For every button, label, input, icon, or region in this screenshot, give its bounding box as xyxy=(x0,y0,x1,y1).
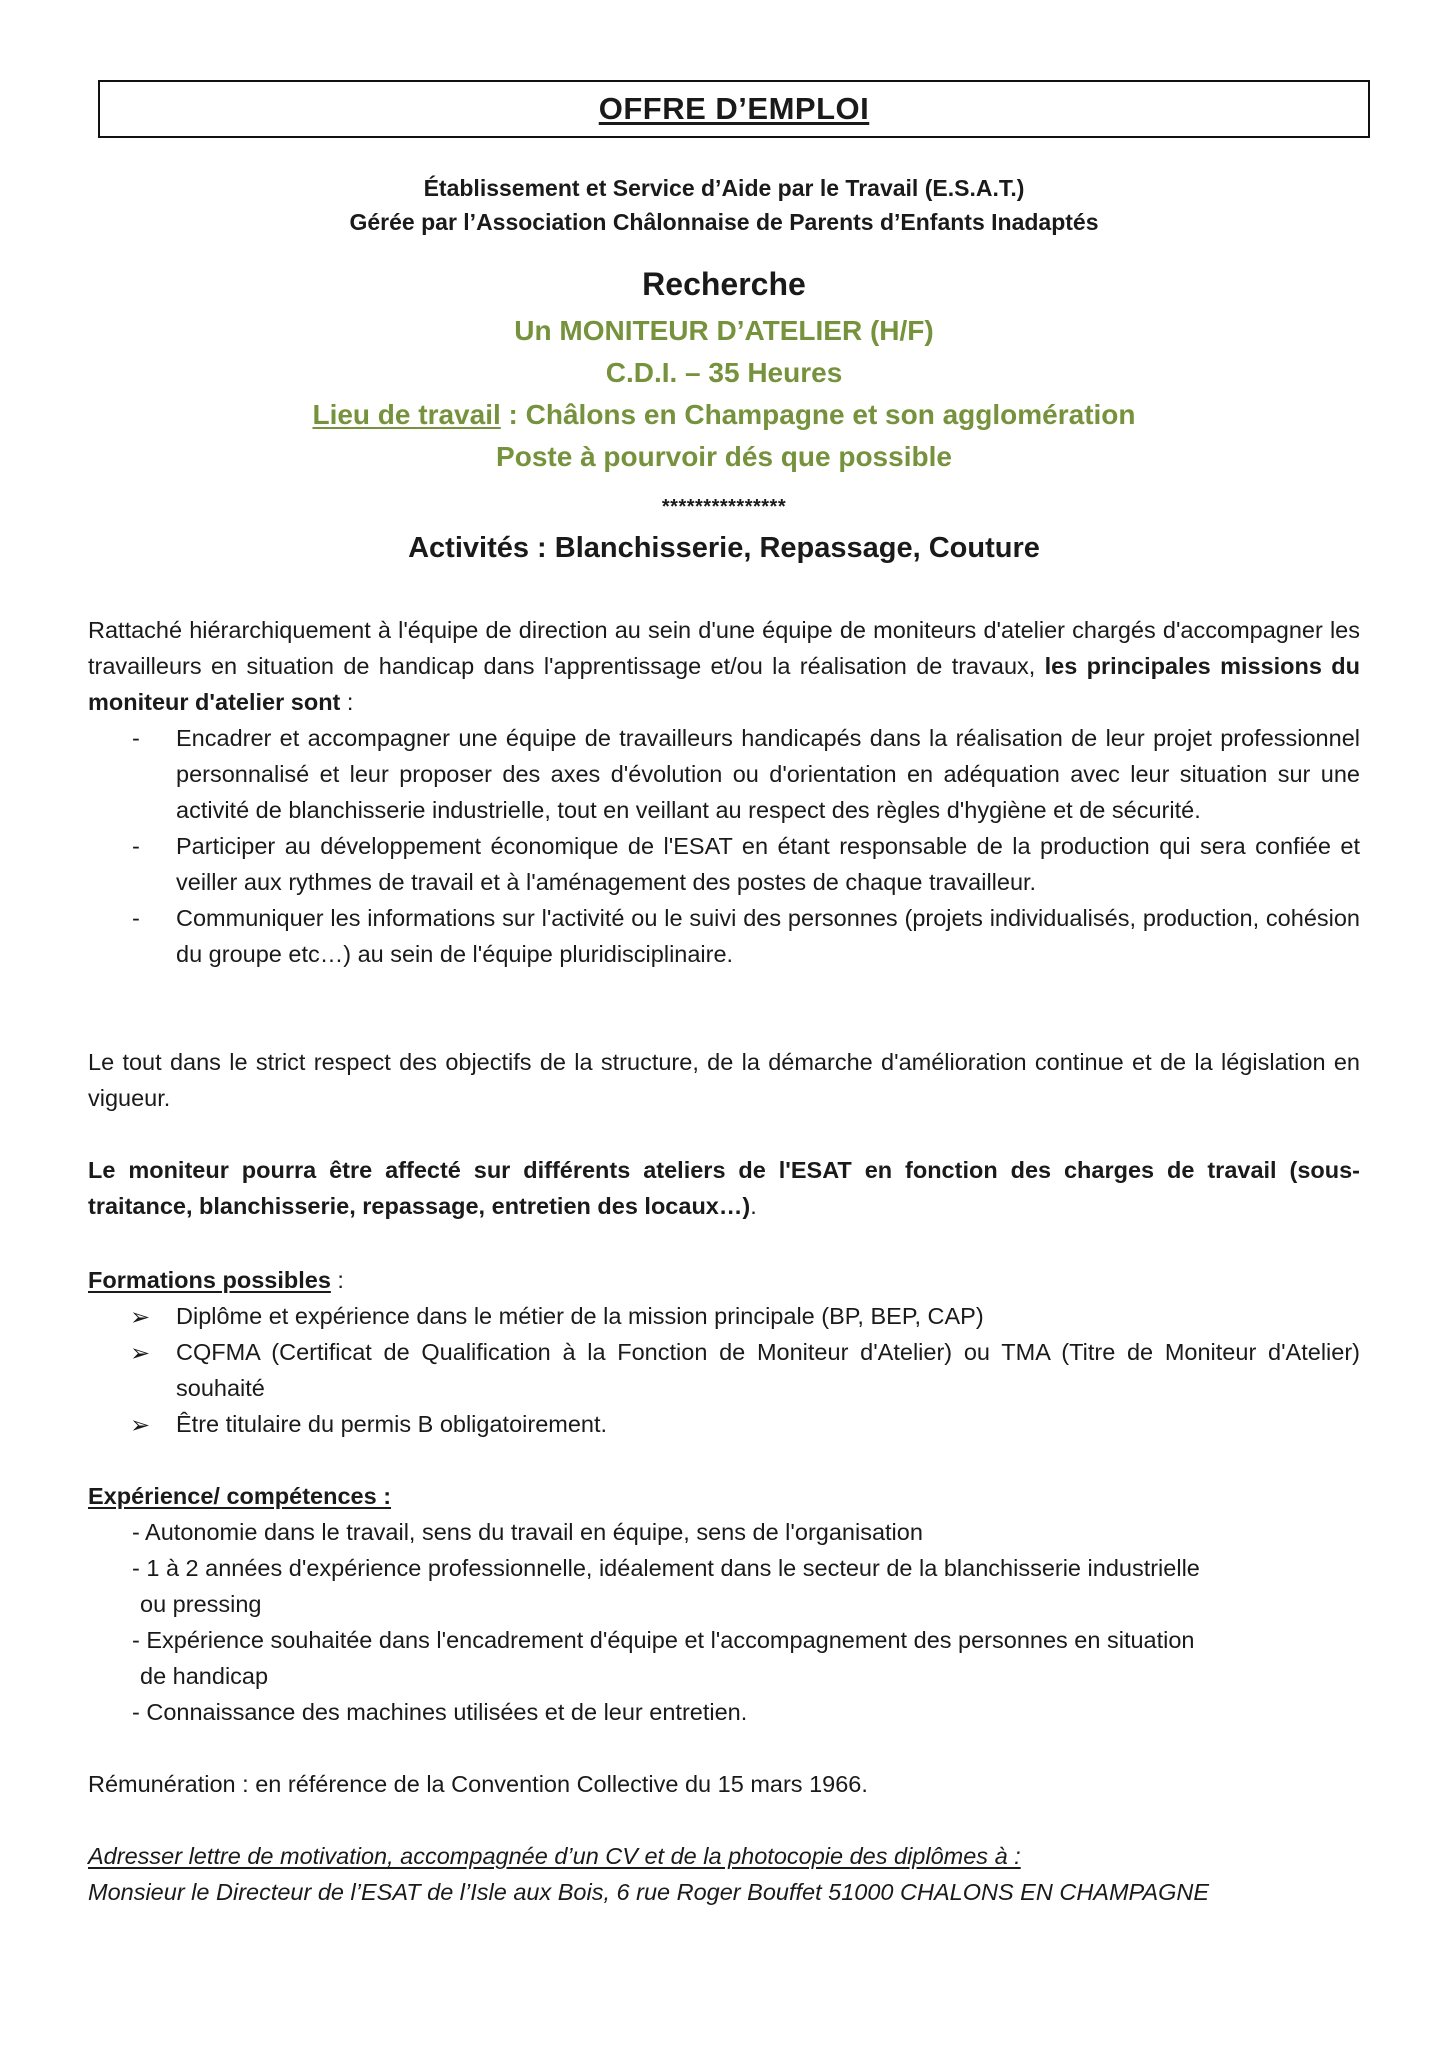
assignment-tail: . xyxy=(750,1193,757,1219)
list-item xyxy=(88,1622,1360,1694)
intro-text: Rattaché hiérarchiquement à l'équipe de direction au sein d'une équipe de moniteurs d'atelier chargés d'accompagner les travailleurs en situation de handicap dans l'apprentissage et/ou la réalisation de travaux, xyxy=(88,617,1360,679)
separator-stars: *************** xyxy=(661,496,787,518)
org-line-2: Gérée par l’Association Châlonnaise de Parents d’Enfants Inadaptés xyxy=(349,209,1099,235)
experience-text: Autonomie dans le travail, sens du travail en équipe, sens de l'organisation xyxy=(139,1519,923,1545)
experience-text-cont: ou pressing xyxy=(140,1591,262,1617)
arrow-bullet-icon: ➢ xyxy=(130,1304,151,1331)
mission-text: Communiquer les informations sur l'activité ou le suivi des personnes (projets individualisés, production, cohésion du groupe etc…) au sein de l'équipe pluridisciplinaire. xyxy=(176,905,1360,967)
contact-instruction: Adresser lettre de motivation, accompagnée d’un CV et de la photocopie des diplômes à : xyxy=(88,1843,1021,1869)
contract-type: C.D.I. – 35 Heures xyxy=(605,357,843,388)
intro-section xyxy=(88,612,1360,972)
location-label: Lieu de travail xyxy=(312,399,501,430)
experience-heading: Expérience/ compétences : xyxy=(88,1483,392,1509)
list-item xyxy=(88,1406,1360,1442)
contact-address: Monsieur le Directeur de l’ESAT de l’Isle aux Bois, 6 rue Roger Bouffet 51000 CHALONS EN CHAMPAGNE xyxy=(88,1879,1210,1905)
list-item xyxy=(88,900,1360,972)
org-line-1: Établissement et Service d’Aide par le Travail (E.S.A.T.) xyxy=(423,175,1025,201)
activities: Activités : Blanchisserie, Repassage, Couture xyxy=(408,532,1040,564)
dash-marker: - xyxy=(132,725,140,751)
dash-marker: - xyxy=(132,1555,140,1581)
list-item xyxy=(88,1514,1360,1550)
title-box xyxy=(98,80,1370,138)
compliance-paragraph xyxy=(88,1044,1360,1116)
missions-list xyxy=(88,720,1360,972)
dash-marker: - xyxy=(132,833,140,859)
formations-section xyxy=(88,1262,1360,1442)
experience-section xyxy=(88,1478,1360,1730)
list-item xyxy=(88,1550,1360,1622)
contact-section xyxy=(88,1838,1360,1910)
dash-marker: - xyxy=(132,1627,140,1653)
assignment-text xyxy=(88,1152,1360,1224)
assignment-paragraph xyxy=(88,1152,1360,1224)
formations-list xyxy=(88,1298,1360,1442)
intro-paragraph xyxy=(88,612,1360,720)
dash-marker: - xyxy=(132,1519,140,1545)
remuneration-paragraph xyxy=(88,1766,1360,1802)
formations-heading xyxy=(88,1262,1360,1298)
intro-bold: les principales missions du moniteur d'atelier sont xyxy=(88,653,1360,715)
experience-text: Connaissance des machines utilisées et de leur entretien. xyxy=(139,1699,748,1725)
mission-text: Participer au développement économique de l'ESAT en étant responsable de la production qui sera confiée et veiller aux rythmes de travail et à l'aménagement des postes de chaque travailleur. xyxy=(176,833,1360,895)
compliance-text: Le tout dans le strict respect des objectifs de la structure, de la démarche d'amélioration continue et de la législation en vigueur. xyxy=(88,1049,1360,1111)
experience-text: Expérience souhaitée dans l'encadrement d'équipe et l'accompagnement des personnes en situation xyxy=(139,1627,1195,1653)
formations-heading-text: Formations possibles xyxy=(88,1267,331,1293)
intro-tail: : xyxy=(340,689,354,715)
formations-heading-tail: : xyxy=(330,1267,344,1293)
formation-text: Diplôme et expérience dans le métier de la mission principale (BP, BEP, CAP) xyxy=(176,1303,984,1329)
experience-list xyxy=(88,1514,1360,1730)
work-location xyxy=(0,394,1448,436)
formation-text: CQFMA (Certificat de Qualification à la Fonction de Moniteur d'Atelier) ou TMA (Titre de Moniteur d'Atelier) souhaité xyxy=(176,1339,1360,1401)
search-label: Recherche xyxy=(642,266,806,302)
dash-marker: - xyxy=(132,905,140,931)
experience-text-cont: de handicap xyxy=(140,1663,269,1689)
experience-text: 1 à 2 années d'expérience professionnelle, idéalement dans le secteur de la blanchisserie industrielle xyxy=(139,1555,1200,1581)
list-item xyxy=(88,720,1360,828)
location-value: Châlons en Champagne et son agglomération xyxy=(525,399,1136,430)
page-title: OFFRE D’EMPLOI xyxy=(598,91,870,126)
assignment-bold: Le moniteur pourra être affecté sur différents ateliers de l'ESAT en fonction des charges de travail (sous-traitance, blanchisserie, repassage, entretien des locaux…) xyxy=(88,1157,1360,1219)
mission-text: Encadrer et accompagner une équipe de travailleurs handicapés dans la réalisation de leur projet professionnel personnalisé et leur proposer des axes d'évolution ou d'orientation en adéquation avec leur situation sur une activité de blanchisserie industrielle, tout en veillant au respect des règles d'hygiène et de sécurité. xyxy=(176,725,1360,823)
list-item xyxy=(88,1694,1360,1730)
dash-marker: - xyxy=(132,1699,140,1725)
availability: Poste à pourvoir dés que possible xyxy=(496,441,952,472)
list-item xyxy=(88,828,1360,900)
formation-text: Être titulaire du permis B obligatoirement. xyxy=(176,1411,608,1437)
arrow-bullet-icon: ➢ xyxy=(130,1340,151,1367)
job-title: Un MONITEUR D’ATELIER (H/F) xyxy=(514,315,934,346)
list-item xyxy=(88,1298,1360,1334)
arrow-bullet-icon: ➢ xyxy=(130,1412,151,1439)
list-item xyxy=(88,1334,1360,1406)
remuneration-text: Rémunération : en référence de la Convention Collective du 15 mars 1966. xyxy=(88,1771,868,1797)
location-separator: : xyxy=(500,399,526,430)
